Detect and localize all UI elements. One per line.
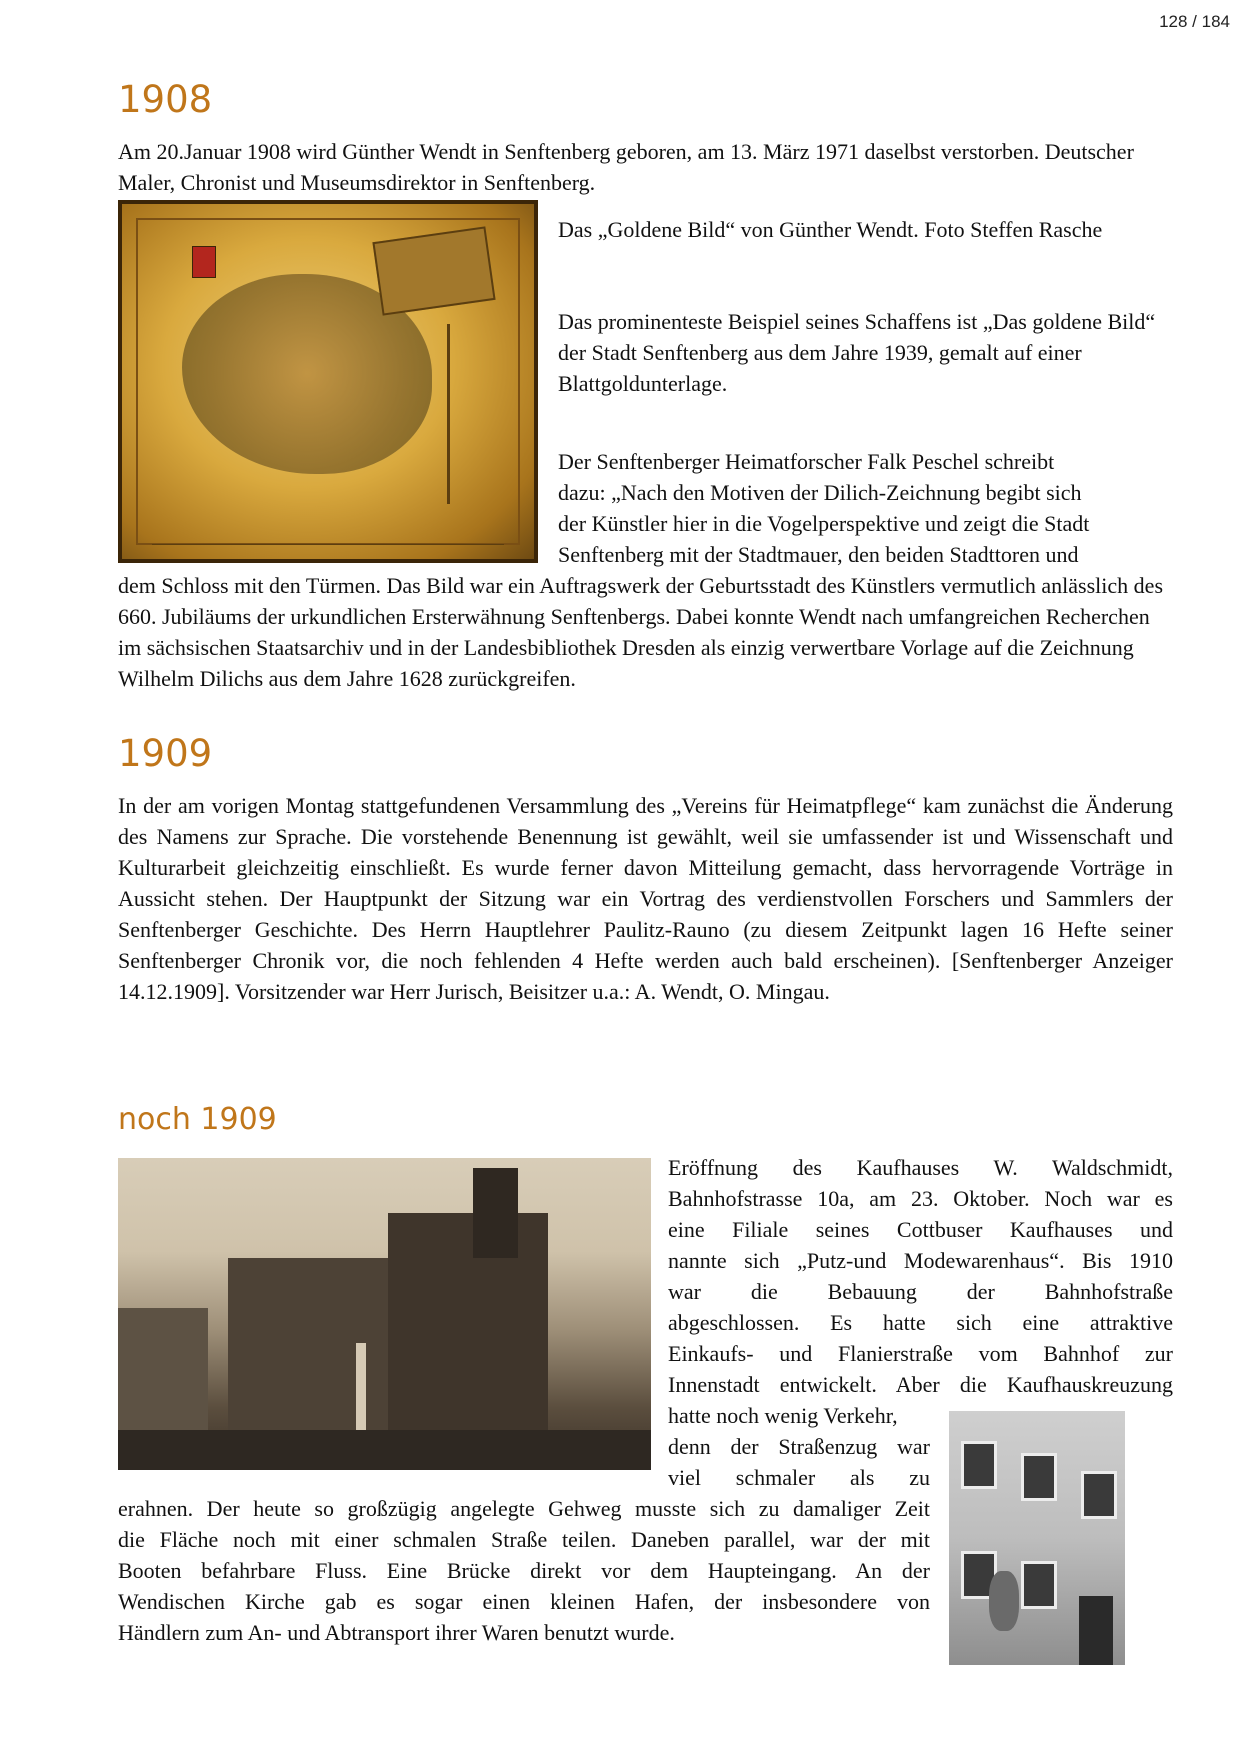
store-line: denn der Straßenzug war: [668, 1434, 930, 1459]
peschel-quote-block: [558, 446, 1173, 570]
store-text-mid: [668, 1400, 930, 1493]
quote-line: dazu: „Nach den Motiven der Dilich-Zeichnung begibt sich: [558, 480, 1082, 505]
store-line: war die Bebauung der Bahnhofstraße: [668, 1279, 1173, 1304]
heading-noch-1909: noch 1909: [118, 1102, 277, 1137]
photo-window: [961, 1441, 997, 1489]
store-line: eine Filiale seines Cottbuser Kaufhauses und: [668, 1217, 1173, 1242]
intro-1908: Am 20.Januar 1908 wird Günther Wendt in Senftenberg geboren, am 13. März 1971 daselbst verstorben. Deutscher Maler, Chronist und Museumsdirektor in Senftenberg.: [118, 139, 1134, 195]
store-line: Einkaufs- und Flanierstraße vom Bahnhof zur: [668, 1341, 1173, 1366]
quote-continuation: dem Schloss mit den Türmen. Das Bild war ein Auftragswerk der Geburtsstadt des Künstlers vermutlich anlässlich des 660. Jubiläums der urkundlichen Ersterwähnung Senftenbergs. Dabei konnte Wendt nach umfangreichen Recherchen im sächsischen Staatsarchiv und in der Landesbibliothek Dresden als einzig verwertbare Vorlage auf die Zeichnung Wilhelm Dilichs aus dem Jahre 1628 zurückgreifen.: [118, 573, 1163, 691]
photo-window: [1081, 1471, 1117, 1519]
store-line: Booten befahrbare Fluss. Eine Brücke direkt vor dem Haupteingang. An der: [118, 1558, 930, 1583]
photo-window: [1021, 1453, 1057, 1501]
page-number: 128 / 184: [1159, 12, 1230, 31]
store-line: die Fläche noch mit einer schmalen Straße teilen. Daneben parallel, war der mit: [118, 1527, 930, 1552]
photo-tower: [473, 1168, 518, 1258]
store-line: Bahnhofstrasse 10a, am 23. Oktober. Noch war es: [668, 1186, 1173, 1211]
quote-line: der Künstler hier in die Vogelperspektive und zeigt die Stadt: [558, 511, 1090, 536]
photo-corner-building: [228, 1258, 408, 1458]
store-line: Innenstadt entwickelt. Aber die Kaufhauskreuzung: [668, 1372, 1173, 1397]
paragraph-1909: In der am vorigen Montag stattgefundenen Versammlung des „Vereins für Heimatpflege“ kam zunächst die Änderung des Namens zur Sprache. Die vorstehende Benennung ist gewählt, weil sie umfassender ist und Wissenschaft und Kulturarbeit gleichzeitig einschließt. Es wurde ferner davon Mitteilung gemacht, dass hervorragende Vorträge in Aussicht stehen. Der Hauptpunkt der Sitzung war ein Vortrag des verdienstvollen Forschers und Sammlers der Senftenberger Geschichte. Des Herrn Hauptlehrer Paulitz-Rauno (zu diesem Zeitpunkt lagen 16 Hefte seiner Senftenberger Chronik vor, die noch fehlenden 4 Hefte werden auch bald erscheinen). [Senftenberger Anzeiger 14.12.1909]. Vorsitzender war Herr Jurisch, Beisitzer u.a.: A. Wendt, O. Mingau.: [118, 793, 1173, 1004]
store-text-right: [668, 1152, 1173, 1400]
store-line: nannte sich „Putz-und Modewarenhaus“. Bis 1910: [668, 1248, 1173, 1273]
store-line: abgeschlossen. Es hatte sich eine attraktive: [668, 1310, 1173, 1335]
painting-caption: Das „Goldene Bild“ von Günther Wendt. Foto Steffen Rasche: [558, 217, 1103, 242]
store-line: Wendischen Kirche gab es sogar einen kleinen Hafen, der insbesondere von: [118, 1589, 930, 1614]
quote-line: Der Senftenberger Heimatforscher Falk Peschel schreibt: [558, 449, 1055, 474]
photo-department-store: [388, 1213, 548, 1453]
golden-painting-image: [118, 200, 538, 563]
heading-1908: 1908: [118, 78, 213, 121]
paragraph-golden-image: Das prominenteste Beispiel seines Schaffens ist „Das goldene Bild“ der Stadt Senftenberg aus dem Jahre 1939, gemalt auf einer Blattgoldunterlage.: [558, 309, 1156, 396]
painting-maypole: [447, 324, 450, 504]
store-line: hatte noch wenig Verkehr,: [668, 1403, 898, 1428]
heading-1909: 1909: [118, 732, 213, 775]
painting-castle: [372, 226, 495, 315]
store-line: Eröffnung des Kaufhauses W. Waldschmidt,: [668, 1155, 1173, 1180]
store-line: erahnen. Der heute so großzügig angelegte Gehweg musste sich zu damaliger Zeit: [118, 1496, 930, 1521]
store-photo-image: [118, 1158, 651, 1470]
house-photo-image: [949, 1411, 1125, 1665]
photo-street: [118, 1430, 651, 1470]
painting-crest: [192, 246, 216, 278]
store-text-bottom: [118, 1493, 930, 1648]
quote-line: Senftenberg mit der Stadtmauer, den beiden Stadttoren und: [558, 542, 1079, 567]
painting-bottom-band: [152, 544, 504, 555]
store-line: viel schmaler als zu: [668, 1465, 930, 1490]
photo-door: [1079, 1596, 1113, 1665]
photo-window: [1021, 1561, 1057, 1609]
store-line: Händlern zum An- und Abtransport ihrer Waren benutzt wurde.: [118, 1620, 675, 1645]
photo-plants: [989, 1571, 1019, 1631]
